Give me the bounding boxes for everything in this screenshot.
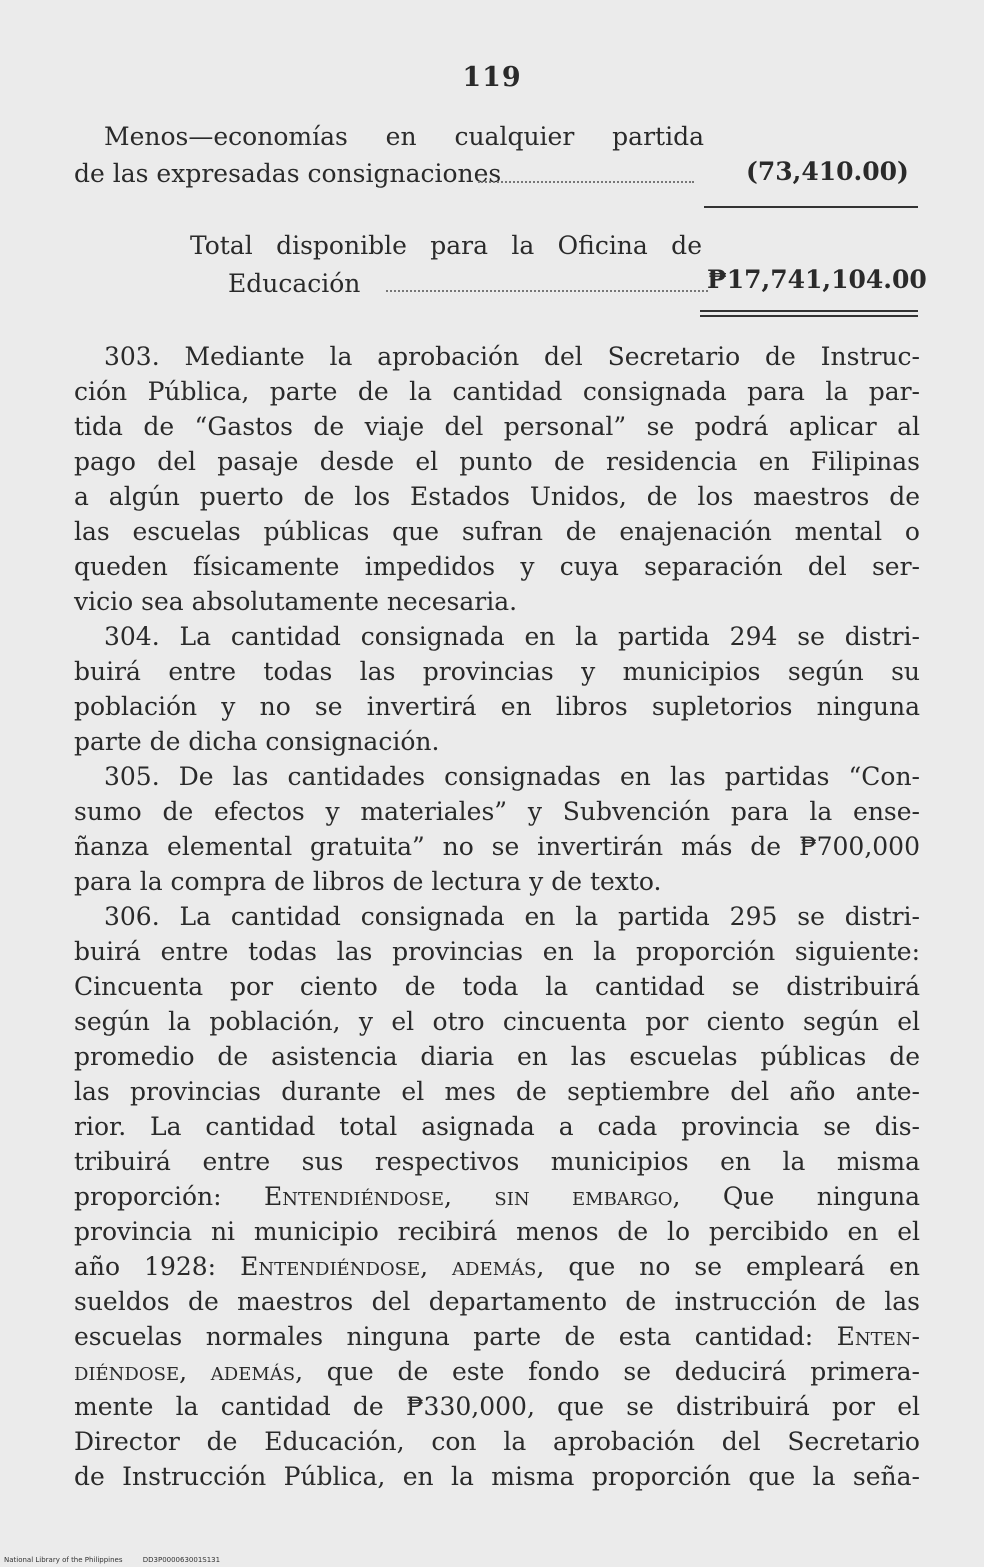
line-27-text-a: año 1928: [74,1252,241,1281]
leader-dots-1 [478,181,694,183]
leader-dots-2 [386,290,708,292]
line-25-text-a: proporción: [74,1182,265,1211]
body-line-31: mente la cantidad de ₱330,000, que se distribuirá por el [74,1392,920,1421]
body-line-12: parte de dicha consignación. [74,727,440,756]
body-line-24: tribuirá entre sus respectivos municipios en la misma [74,1147,920,1176]
less-amount: (73,410.00) [746,157,909,186]
body-line-23: rior. La cantidad total asignada a cada provincia se dis- [74,1112,920,1141]
body-line-32: Director de Educación, con la aprobación del Secretario [74,1427,920,1456]
body-line-28: sueldos de maestros del departamento de instrucción de las [74,1287,920,1316]
total-double-rule-top [700,310,918,312]
body-line-10: buirá entre todas las provincias y municipios según su [74,657,920,686]
total-line-2: Educación [228,269,361,298]
body-line-8: vicio sea absolutamente necesaria. [74,587,518,616]
page-number: 119 [462,62,522,93]
line-30-text-c: que de este fondo se deducirá primera- [303,1357,920,1386]
body-line-21: promedio de asistencia diaria en las escuelas públicas de [74,1042,920,1071]
body-line-18: buirá entre todas las provincias en la proporción siguiente: [74,937,920,966]
body-line-6: las escuelas públicas que sufran de enajenación mental o [74,517,920,546]
body-line-19: Cincuenta por ciento de toda la cantidad se distribuirá [74,972,920,1001]
body-line-17: 306. La cantidad consignada en la partida 295 se distri- [104,902,920,931]
body-line-33: de Instrucción Pública, en la misma proporción que la seña- [74,1462,920,1491]
scan-footer [4,1556,238,1564]
body-line-9: 304. La cantidad consignada en la partida 294 se distri- [104,622,920,651]
less-line-2: de las expresadas consignaciones [74,159,502,188]
proviso-small-caps-2: Entendiéndose, además, [240,1252,545,1281]
proviso-small-caps-3: Enten- [836,1322,920,1351]
body-line-11: población y no se invertirá en libros supletorios ninguna [74,692,920,721]
body-line-3: tida de “Gastos de viaje del personal” se podrá aplicar al [74,412,920,441]
total-amount: ₱17,741,104.00 [707,265,927,294]
body-line-14: sumo de efectos y materiales” y Subvención para la ense- [74,797,920,826]
subtotal-rule [704,206,918,208]
body-line-26: provincia ni municipio recibirá menos de lo percibido en el [74,1217,920,1246]
less-line-1: Menos—economías en cualquier partida [104,122,704,151]
body-line-20: según la población, y el otro cincuenta por ciento según el [74,1007,920,1036]
body-line-2: ción Pública, parte de la cantidad consignada para la par- [74,377,920,406]
proviso-small-caps-4: diéndose, además, [74,1357,304,1386]
proviso-small-caps-1: Entendiéndose, sin embargo, [264,1182,681,1211]
body-line-15: ñanza elemental gratuita” no se invertirán más de ₱700,000 [74,832,920,861]
body-line-22: las provincias durante el mes de septiembre del año ante- [74,1077,920,1106]
footer-library-name: National Library of the Philippines [4,1556,123,1564]
body-line-16: para la compra de libros de lectura y de texto. [74,867,662,896]
body-line-30 [74,1355,920,1389]
body-line-27 [74,1250,920,1284]
body-line-7: queden físicamente impedidos y cuya separación del ser- [74,552,920,581]
line-29-text-a: escuelas normales ninguna parte de esta cantidad: [74,1322,837,1351]
body-line-13: 305. De las cantidades consignadas en las partidas “Con- [104,762,920,791]
footer-scan-id: DD3P000063001S131 [142,1556,221,1564]
line-27-text-c: que no se empleará en [544,1252,920,1281]
body-line-29 [74,1320,920,1354]
body-line-4: pago del pasaje desde el punto de residencia en Filipinas [74,447,920,476]
total-double-rule-bottom [700,315,918,317]
body-line-1: 303. Mediante la aprobación del Secretario de Instruc- [104,342,920,371]
body-line-5: a algún puerto de los Estados Unidos, de los maestros de [74,482,920,511]
line-25-text-c: Que ninguna [680,1182,920,1211]
body-line-25 [74,1180,920,1214]
total-line-1: Total disponible para la Oficina de [190,231,702,260]
